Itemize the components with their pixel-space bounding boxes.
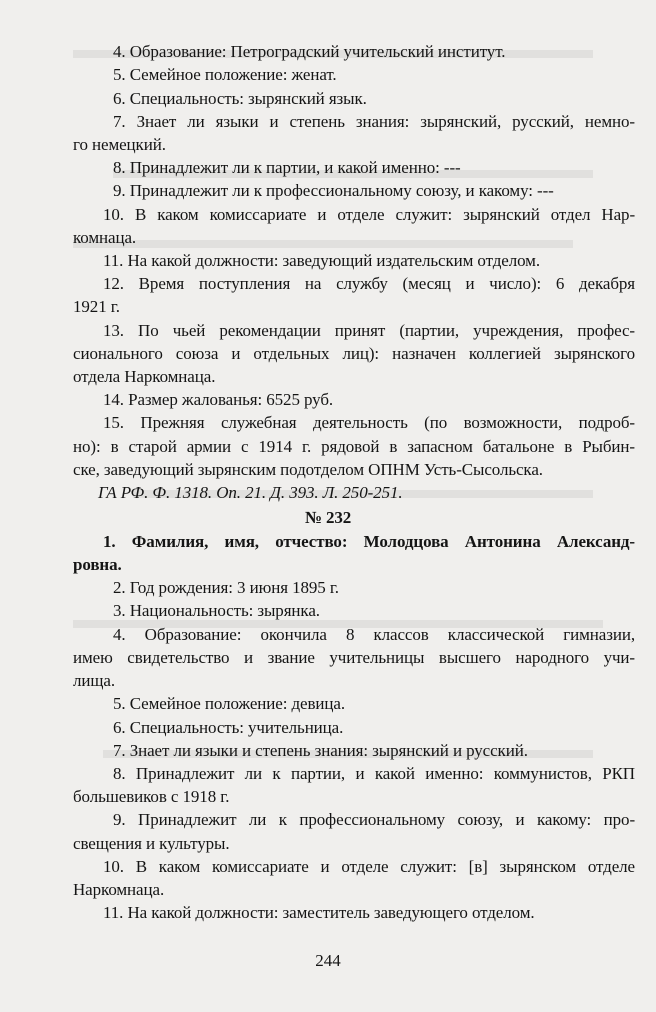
entry232-nationality: 3. Национальность: зырянка. <box>113 601 320 620</box>
entry231-languages-line1: 7. Знает ли языки и степень знания: зырянский, русский, немно- <box>113 112 635 131</box>
entry231-recommendation-line2: сионального союза и отдельных лиц): назначен коллегией зырянского <box>73 344 635 363</box>
entry232-education-line1: 4. Образование: окончила 8 классов классической гимназии, <box>113 625 635 644</box>
entry231-commissariat-line2: комнаца. <box>73 228 137 247</box>
page-number: 244 <box>315 951 341 970</box>
entry231-languages-line2: го немецкий. <box>73 135 166 154</box>
entry232-party-line2: большевиков с 1918 г. <box>73 787 230 806</box>
archive-source-citation: ГА РФ. Ф. 1318. Оп. 21. Д. 393. Л. 250-251. <box>98 483 403 502</box>
entry231-previous-service-line3: ске, заведующий зырянским подотделом ОПНМ Усть-Сысольска. <box>73 460 543 479</box>
entry232-education-line2: имею свидетельство и звание учительницы высшего народного учи- <box>73 648 635 667</box>
entry232-birth-year: 2. Год рождения: 3 июня 1895 г. <box>113 578 339 597</box>
entry232-name-line1: 1. Фамилия, имя, отчество: Молодцова Антонина Александ- <box>103 532 635 551</box>
entry231-start-date-line2: 1921 г. <box>73 297 120 316</box>
entry232-commissariat-line1: 10. В каком комиссариате и отделе служит: [в] зырянском отделе <box>103 857 635 876</box>
entry231-previous-service-line2: но): в старой армии с 1914 г. рядовой в запасном батальоне в Рыбин- <box>73 437 635 456</box>
entry231-party: 8. Принадлежит ли к партии, и какой именно: --- <box>113 158 461 177</box>
entry231-union: 9. Принадлежит ли к профессиональному союзу, и какому: --- <box>113 181 554 200</box>
entry231-commissariat-line1: 10. В каком комиссариате и отделе служит: зырянский отдел Нар- <box>103 205 635 224</box>
entry232-union-line2: свещения и культуры. <box>73 834 230 853</box>
entry232-languages: 7. Знает ли языки и степень знания: зырянский и русский. <box>113 741 528 760</box>
entry231-previous-service-line1: 15. Прежняя служебная деятельность (по возможности, подроб- <box>103 413 635 432</box>
entry231-marital-status: 5. Семейное положение: женат. <box>113 65 337 84</box>
entry232-specialty: 6. Специальность: учительница. <box>113 718 344 737</box>
entry231-position: 11. На какой должности: заведующий издательским отделом. <box>103 251 540 270</box>
entry232-union-line1: 9. Принадлежит ли к профессиональному союзу, и какому: про- <box>113 810 635 829</box>
entry231-recommendation-line1: 13. По чьей рекомендации принят (партии, учреждения, профес- <box>103 321 635 340</box>
entry232-heading: № 232 <box>304 508 352 527</box>
entry232-marital-status: 5. Семейное положение: девица. <box>113 694 346 713</box>
entry232-commissariat-line2: Наркомнаца. <box>73 880 165 899</box>
entry231-start-date-line1: 12. Время поступления на службу (месяц и число): 6 декабря <box>103 274 635 293</box>
entry232-name-line2: ровна. <box>73 555 122 574</box>
entry231-specialty: 6. Специальность: зырянский язык. <box>113 89 367 108</box>
entry232-position: 11. На какой должности: заместитель заведующего отделом. <box>103 903 535 922</box>
entry231-education: 4. Образование: Петроградский учительский институт. <box>113 42 506 61</box>
entry231-recommendation-line3: отдела Наркомнаца. <box>73 367 216 386</box>
entry232-education-line3: лища. <box>73 671 115 690</box>
entry231-salary: 14. Размер жалованья: 6525 руб. <box>103 390 334 409</box>
entry232-party-line1: 8. Принадлежит ли к партии, и какой именно: коммунистов, РКП <box>113 764 635 783</box>
